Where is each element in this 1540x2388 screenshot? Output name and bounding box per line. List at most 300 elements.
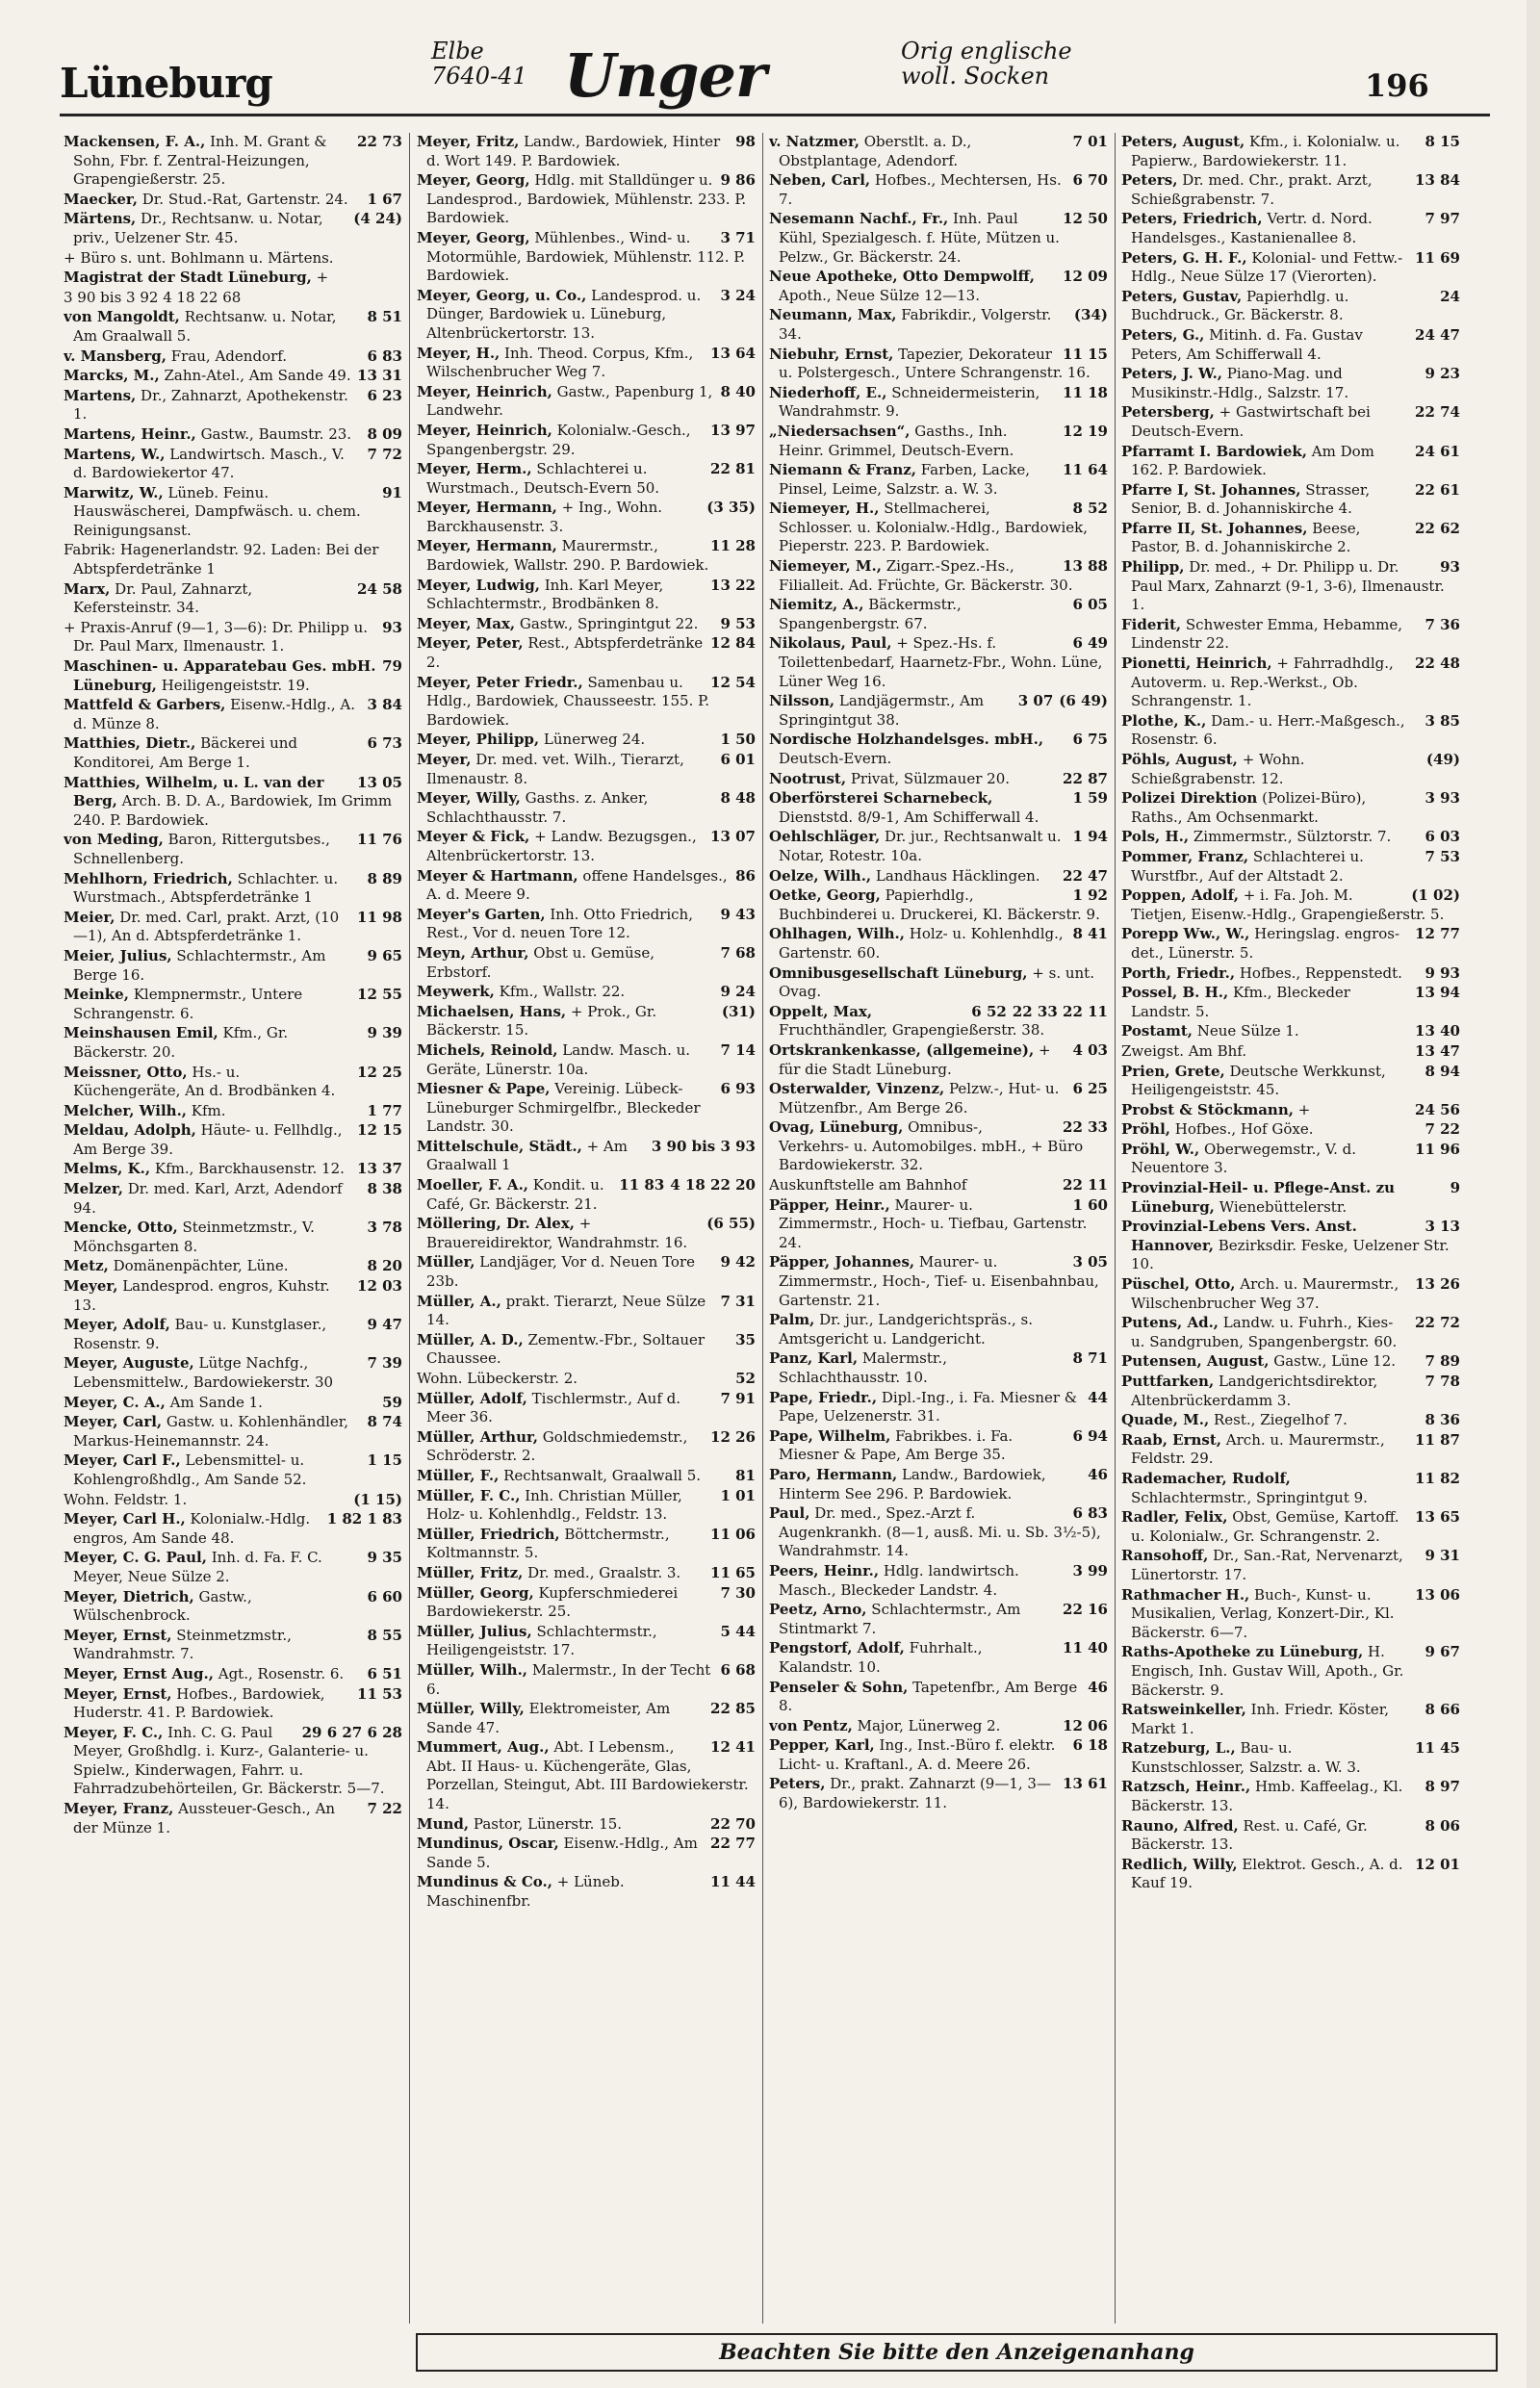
phone-number: 6 49	[1072, 634, 1108, 653]
directory-entry	[769, 500, 1108, 556]
directory-entry	[417, 171, 756, 228]
phone-number: 6 83	[1072, 1504, 1108, 1523]
directory-entry	[417, 1428, 756, 1466]
entry-name: Meyer, Auguste,	[64, 1354, 194, 1373]
phone-number: 4 18 22 20	[670, 1176, 756, 1194]
phone-number: 11 53	[357, 1684, 402, 1703]
directory-entry	[417, 1003, 756, 1040]
header-ad-tagline: Orig englische woll. Socken	[901, 38, 1072, 90]
entry-name: „Niedersachsen“,	[769, 422, 911, 440]
phone-number: 86	[735, 866, 756, 885]
entry-name: Peters, J. W.,	[1121, 365, 1223, 383]
entry-details: Bäckerei und Konditorei, Am Berge 1.	[73, 734, 298, 771]
entry-details: Goldschmiedemstr., Schröderstr. 2.	[426, 1427, 688, 1465]
entry-name: Meyn, Arthur,	[417, 943, 529, 962]
entry-name: Pfarre I, St. Johannes,	[1121, 480, 1301, 499]
entry-details: Bäckermstr., Spangenbergstr. 67.	[779, 596, 962, 632]
entry-name: Meier,	[64, 908, 116, 926]
phone-number: 12 15	[357, 1121, 402, 1140]
entry-name: Niemitz, A.,	[769, 596, 864, 614]
entry-details: Landesprod. engros, Kuhstr. 13.	[73, 1277, 330, 1314]
entry-name: Nootrust,	[769, 769, 847, 787]
entry-details: Kondit. u. Café, Gr. Bäckerstr. 21.	[426, 1176, 604, 1213]
entry-name: Probst & Stöckmann,	[1121, 1100, 1294, 1118]
phone-number: 8 06	[1424, 1816, 1460, 1835]
phone-number: 3 78	[367, 1219, 402, 1237]
entry-details: offene Handelsges., A. d. Meere 9.	[426, 866, 728, 904]
phone-number: 12 41	[710, 1738, 756, 1757]
directory-entry	[1121, 1643, 1460, 1700]
directory-entry	[64, 1627, 402, 1664]
entry-name: Meinke,	[64, 986, 129, 1004]
directory-entry	[417, 1331, 756, 1369]
directory-entry	[64, 619, 402, 656]
entry-name: Meyer & Hartmann,	[417, 866, 578, 885]
entry-details: Lebensmittel- u. Kohlengroßhdlg., Am Sande 52.	[73, 1451, 307, 1488]
phone-number: 1 94	[1072, 828, 1108, 846]
phone-number: 1 60	[1072, 1195, 1108, 1214]
directory-entry	[417, 1738, 756, 1813]
entry-details: Landhaus Häcklingen.	[871, 866, 1040, 885]
entry-details: Bau- u. Kunstschlosser, Salzstr. a. W. 3.	[1131, 1739, 1361, 1776]
phone-number: 11 06	[710, 1525, 756, 1543]
entry-name: v. Mansberg,	[64, 347, 167, 365]
phone-number: 6 25	[1072, 1080, 1108, 1098]
directory-entry	[1121, 1508, 1460, 1546]
entry-details: Landw., Bardowiek, Hinterm See 296. P. Bardowiek.	[779, 1465, 1046, 1502]
entry-details: Häute- u. Fellhdlg., Am Berge 39.	[73, 1121, 343, 1158]
entry-name: Meyer, C. G. Paul,	[64, 1549, 207, 1567]
directory-entry	[769, 1736, 1108, 1774]
entry-name: Meyer, Ludwig,	[417, 576, 540, 594]
directory-entry	[1121, 1411, 1460, 1430]
directory-entry	[64, 191, 402, 210]
phone-number: 12 01	[1415, 1855, 1460, 1873]
entry-name: Meyer, Herm.,	[417, 460, 532, 478]
entry-name: Müller, Willy,	[417, 1700, 525, 1718]
phone-number: 3 13	[1424, 1218, 1460, 1236]
directory-entry	[1121, 1701, 1460, 1738]
entry-details: Piano-Mag. und Musikinstr.-Hdlg., Salzstr. 17.	[1131, 365, 1349, 401]
phone-number: (1 15)	[353, 1490, 402, 1508]
directory-entry	[417, 1661, 756, 1699]
entry-details: Zigarr.-Spez.-Hs., Filialleit. Ad. Früchte, Gr. Bäckerstr. 30.	[779, 557, 1073, 594]
entry-name: Peers, Heinr.,	[769, 1561, 880, 1579]
phone-number: 13 47	[1415, 1041, 1460, 1060]
directory-entry	[1121, 210, 1460, 247]
entry-details: H. Engisch, Inh. Gustav Will, Apoth., Gr. Bäckerstr. 9.	[1131, 1643, 1404, 1699]
phone-number: 11 82	[1415, 1469, 1460, 1487]
entry-details: Apoth., Neue Sülze 12—13.	[779, 286, 980, 304]
entry-name: Petersberg,	[1121, 403, 1215, 422]
entry-name: Müller, Georg,	[417, 1583, 534, 1602]
entry-details: + für die Stadt Lüneburg.	[779, 1040, 1051, 1078]
entry-name: Ovag, Lüneburg,	[769, 1118, 904, 1137]
directory-entry	[64, 1685, 402, 1723]
entry-details: 3 90 bis 3 92 4 18 22 68	[64, 288, 242, 306]
directory-entry	[64, 909, 402, 946]
phone-number: 1 67	[367, 190, 402, 208]
entry-details: Landwirtsch. Masch., V. d. Bardowiekertor 47.	[73, 445, 345, 482]
entry-details: + Praxis-Anruf (9—1, 3—6): Dr. Philipp u. Dr. Paul Marx, Ilmenaustr. 1.	[64, 618, 369, 655]
entry-name: Oberförsterei Scharnebeck,	[769, 789, 993, 808]
entry-details: Deutsche Werkkunst, Heiligengeiststr. 45.	[1131, 1062, 1386, 1099]
entry-details: Eisenw.-Hdlg., Am Sande 5.	[426, 1835, 698, 1871]
entry-details: Mühlenbes., Wind- u. Motormühle, Bardowiek, Mühlenstr. 112. P. Bardowiek.	[426, 228, 746, 285]
directory-entry	[64, 1354, 402, 1392]
page-header	[0, 0, 1540, 130]
entry-details: Gasths. z. Anker, Schlachthausstr. 7.	[426, 789, 649, 826]
entry-details: Lünerweg 24.	[539, 731, 646, 749]
entry-details: Dr. med., Graalstr. 3.	[523, 1563, 681, 1581]
phone-number: 7 72	[367, 445, 402, 463]
entry-name: Paul,	[769, 1504, 810, 1523]
entry-details: Dr. jur., Landgerichtspräs., s. Amtsgericht u. Landgericht.	[779, 1311, 1033, 1348]
directory-entry	[417, 1835, 756, 1872]
entry-name: Marwitz, W.,	[64, 483, 164, 501]
directory-entry	[64, 1510, 402, 1548]
phone-number: 9 93	[1424, 963, 1460, 982]
directory-entry	[1121, 403, 1460, 441]
phone-number: 7 53	[1424, 847, 1460, 865]
directory-entry	[1121, 558, 1460, 615]
entry-details: + i. Fa. Joh. M. Tietjen, Eisenw.-Hdlg., Grapengießerstr. 5.	[1131, 886, 1445, 923]
directory-entry	[769, 867, 1108, 886]
directory-entry	[417, 383, 756, 421]
phone-number: 9 53	[720, 614, 756, 632]
phone-number: 11 65	[710, 1563, 756, 1581]
phone-number: 13 26	[1415, 1275, 1460, 1294]
phone-number: 8 40	[720, 382, 756, 400]
directory-entry	[1121, 1120, 1460, 1140]
directory-entry	[64, 1277, 402, 1315]
entry-details: Rest. u. Café, Gr. Bäckerstr. 13.	[1131, 1816, 1368, 1854]
entry-details: Neue Sülze 1.	[1193, 1022, 1299, 1040]
directory-entry	[417, 634, 756, 672]
entry-details: + Lüneb. Maschinenfbr.	[426, 1873, 625, 1911]
directory-entry	[64, 1024, 402, 1062]
phone-number: 13 22	[710, 576, 756, 594]
entry-name: Müller, Adolf,	[417, 1389, 527, 1407]
directory-entry	[769, 1041, 1108, 1079]
entry-name: Pape, Friedr.,	[769, 1388, 878, 1406]
phone-number: 6 83	[367, 347, 402, 365]
entry-details: Hofbes., Bardowiek, Huderstr. 41. P. Bardowiek.	[73, 1684, 325, 1722]
entry-name: Niemeyer, H.,	[769, 500, 880, 518]
entry-name: Quade, M.,	[1121, 1411, 1210, 1429]
phone-number: 7 30	[720, 1583, 756, 1602]
phone-number: 8 51	[367, 308, 402, 326]
entry-name: Müller, Friedrich,	[417, 1525, 560, 1543]
entry-name: Pengstorf, Adolf,	[769, 1639, 905, 1657]
entry-name: Meyer,	[64, 1277, 118, 1296]
directory-entry	[64, 133, 402, 190]
entry-name: Meyer, Peter Friedr.,	[417, 673, 583, 691]
entry-name: Peters, August,	[1121, 133, 1245, 150]
entry-name: Mundinus, Oscar,	[417, 1835, 559, 1853]
directory-entry	[64, 947, 402, 985]
entry-details: Tischlermstr., Auf d. Meer 36.	[426, 1389, 681, 1426]
phone-number: 6 01	[720, 751, 756, 768]
directory-entry	[417, 1584, 756, 1622]
phone-number: 3 99	[1072, 1561, 1108, 1579]
entry-details: Heringslag. engros-det., Lünerstr. 5.	[1131, 925, 1400, 962]
entry-name: Redlich, Willy,	[1121, 1855, 1238, 1873]
entry-name: Meissner, Otto,	[64, 1063, 188, 1081]
phone-number: 12 50	[1063, 210, 1108, 228]
entry-details: Dienststd. 8/9-1, Am Schifferwall 4.	[779, 808, 1040, 826]
entry-details: Dr. med. Carl, prakt. Arzt, (10—1), An d. Abtspferdetränke 1.	[73, 908, 340, 945]
directory-entry	[1121, 520, 1460, 557]
entry-details: Rechtsanw. u. Notar, Am Graalwall 5.	[73, 308, 337, 345]
entry-name: Niebuhr, Ernst,	[769, 345, 894, 363]
directory-entry	[1121, 1547, 1460, 1584]
phone-number: 22 81	[710, 460, 756, 478]
entry-details: Kolonial- und Fettw.-Hdlg., Neue Sülze 17 (Vierorten).	[1131, 248, 1403, 286]
entry-details: Kfm., Wallstr. 22.	[494, 983, 626, 1001]
directory-entry	[769, 770, 1108, 789]
entry-name: Prien, Grete,	[1121, 1062, 1225, 1080]
entry-name: Meyer, Carl,	[64, 1413, 163, 1431]
directory-entry	[64, 1257, 402, 1276]
entry-name: Meyer, Philipp,	[417, 731, 540, 749]
directory-entry	[64, 1316, 402, 1353]
directory-entry	[64, 269, 402, 288]
entry-name: Martens,	[64, 386, 137, 404]
phone-number: (3 35)	[706, 499, 756, 517]
entry-details: Kolonialw.-Hdlg. engros, Am Sande 48.	[73, 1510, 311, 1547]
phone-number: 9 42	[720, 1253, 756, 1271]
entry-name: Putens, Ad.,	[1121, 1314, 1219, 1332]
directory-entry	[769, 828, 1108, 865]
entry-details: Gastw., Springintgut 22.	[515, 614, 699, 632]
phone-number: 11 40	[1063, 1639, 1108, 1657]
directory-entry	[1121, 1022, 1460, 1041]
phone-number: 9 23	[1424, 365, 1460, 383]
directory-entry	[417, 867, 756, 905]
entry-name: Märtens,	[64, 210, 137, 228]
entry-details: +	[311, 269, 329, 287]
phone-number: 8 94	[1424, 1062, 1460, 1080]
column-divider	[1115, 133, 1116, 2324]
directory-entry	[769, 384, 1108, 422]
entry-name: Moeller, F. A.,	[417, 1176, 529, 1194]
directory-entry	[64, 1121, 402, 1159]
phone-number: 11 96	[1415, 1140, 1460, 1158]
phone-number: (4 24)	[353, 210, 402, 228]
directory-entry	[417, 1370, 756, 1389]
directory-entry	[769, 1466, 1108, 1503]
directory-entry	[769, 1118, 1108, 1175]
entry-details: Hofbes., Mechtersen, Hs. 7.	[779, 171, 1062, 208]
entry-details: Böttchermstr., Koltmannstr. 5.	[426, 1525, 670, 1562]
directory-entry	[1121, 443, 1460, 480]
entry-details: Agt., Rosenstr. 6.	[213, 1664, 345, 1682]
entry-name: Pols, H.,	[1121, 828, 1190, 846]
entry-name: Meyer & Fick,	[417, 828, 530, 846]
entry-name: Peters, Friedrich,	[1121, 210, 1263, 228]
entry-details: Stellmacherei, Schlosser. u. Kolonialw.-Hdlg., Bardowiek, Pieperstr. 223. P. Bardowiek.	[779, 500, 1088, 555]
entry-name: Ohlhagen, Wilh.,	[769, 925, 906, 943]
directory-entry	[417, 731, 756, 750]
directory-entry	[1121, 655, 1460, 711]
entry-name: Meyer, Willy,	[417, 789, 521, 808]
phone-number: 13 97	[710, 421, 756, 439]
entry-name: Meyer, Hermann,	[417, 537, 557, 555]
phone-number: 8 89	[367, 869, 402, 887]
directory-entry	[417, 1700, 756, 1737]
directory-entry	[769, 731, 1108, 768]
directory-entry	[1121, 616, 1460, 654]
entry-details: Pelzw.-, Hut- u. Mützenfbr., Am Berge 26.	[779, 1080, 1060, 1117]
entry-name: Omnibusgesellschaft Lüneburg,	[769, 963, 1028, 982]
entry-details: Inh. d. Fa. F. C. Meyer, Neue Sülze 2.	[73, 1549, 322, 1585]
entry-name: Melms, K.,	[64, 1160, 151, 1178]
entry-name: Päpper, Johannes,	[769, 1253, 915, 1271]
phone-number: (6 49)	[1059, 692, 1108, 710]
entry-details: Papierhdlg., Buchbinderei u. Druckerei, Kl. Bäckerstr. 9.	[779, 886, 1100, 923]
header-rule	[60, 114, 1490, 116]
directory-entry	[64, 657, 402, 695]
entry-details: Dr. Stud.-Rat, Gartenstr. 24.	[137, 190, 348, 208]
entry-details: Major, Lünerweg 2.	[852, 1716, 1001, 1734]
directory-entry	[64, 1102, 402, 1121]
directory-entry	[1121, 171, 1460, 209]
entry-name: Rathmacher H.,	[1121, 1585, 1250, 1604]
entry-details: Schlachterei u. Wurstfbr., Auf der Altstadt 2.	[1131, 847, 1364, 885]
phone-number: 12 25	[357, 1063, 402, 1081]
directory-entry	[417, 229, 756, 286]
directory-entry	[769, 925, 1108, 963]
entry-details: + Landw. Bezugsgen., Altenbrückertorstr. 13.	[426, 828, 697, 864]
directory-entry	[1121, 712, 1460, 750]
entry-details: Zahn-Atel., Am Sande 49.	[159, 367, 351, 385]
directory-entry	[769, 1639, 1108, 1677]
phone-number: 13 05	[357, 773, 402, 791]
phone-number: 22 73	[357, 133, 402, 150]
directory-entry	[417, 460, 756, 498]
entry-details: + Ing., Wohn. Barckhausenstr. 3.	[426, 499, 663, 535]
phone-number: 9 43	[720, 905, 756, 923]
directory-entry	[1121, 984, 1460, 1021]
entry-name: Matthies, Wilhelm, u. L. van der Berg,	[64, 773, 324, 810]
entry-details: Kfm., Bleckeder Landstr. 5.	[1131, 984, 1350, 1020]
phone-number: 7 89	[1424, 1352, 1460, 1371]
entry-details: Zweigst. Am Bhf.	[1121, 1041, 1247, 1060]
entry-name: v. Natzmer,	[769, 133, 860, 150]
phone-number: 13 37	[357, 1160, 402, 1178]
entry-details: Malermstr., Schlachthausstr. 10.	[779, 1349, 947, 1386]
phone-number: 46	[1088, 1465, 1108, 1483]
directory-entry	[64, 347, 402, 367]
entry-name: Puttfarken,	[1121, 1373, 1215, 1390]
phone-number: 1 01	[720, 1486, 756, 1504]
entry-name: Meyer, H.,	[417, 344, 500, 362]
entry-details: Domänenpächter, Lüne.	[108, 1257, 289, 1275]
entry-name: Meyer, Ernst,	[64, 1684, 172, 1703]
entry-details: Steinmetzmstr., Wandrahmstr. 7.	[73, 1626, 292, 1663]
phone-number: 22 48	[1415, 655, 1460, 673]
phone-number: 7 14	[720, 1040, 756, 1059]
entry-details: Fabrikbes. i. Fa. Miesner & Pape, Am Berge 35.	[779, 1426, 1014, 1464]
phone-number: 22 85	[710, 1700, 756, 1718]
phone-number: 8 48	[720, 789, 756, 808]
entry-name: Rademacher, Rudolf,	[1121, 1469, 1291, 1487]
directory-entry	[769, 1504, 1108, 1561]
entry-name: Radler, Felix,	[1121, 1508, 1228, 1527]
directory-entry	[769, 1196, 1108, 1253]
header-ad-brand: Unger	[564, 40, 766, 111]
phone-number: 59	[382, 1393, 402, 1411]
phone-number: 1 50	[720, 731, 756, 749]
entry-details: Baron, Rittergutsbes., Schnellenberg.	[73, 831, 330, 867]
entry-name: Peetz, Arno,	[769, 1601, 867, 1619]
directory-entry	[64, 1491, 402, 1510]
entry-details: Rest., Abtspferdetränke 2.	[426, 634, 704, 672]
entry-details: Dr., San.-Rat, Nervenarzt, Lünertorstr. 17.	[1131, 1547, 1403, 1583]
entry-name: Oetke, Georg,	[769, 886, 881, 905]
phone-number: 29 6 27 6 28	[301, 1723, 402, 1741]
phone-number: 12 26	[710, 1427, 756, 1446]
entry-details: Fuhrhalt., Kalandstr. 10.	[779, 1639, 983, 1676]
phone-number: 11 83	[619, 1176, 665, 1194]
entry-name: Müller, F.,	[417, 1466, 500, 1484]
entry-name: Müller, Arthur,	[417, 1427, 539, 1446]
entry-details: Oberstlt. a. D., Obstplantage, Adendorf.	[779, 133, 972, 169]
phone-number: 13 40	[1415, 1022, 1460, 1040]
entry-details: Auskunftstelle am Bahnhof	[769, 1176, 967, 1194]
directory-entry	[64, 1219, 402, 1256]
phone-number: 3 05	[1072, 1253, 1108, 1271]
entry-name: Peters,	[1121, 171, 1178, 190]
entry-details: Landw. u. Fuhrh., Kies- u. Sandgruben, Spangenbergstr. 60.	[1131, 1314, 1398, 1350]
directory-entry	[769, 634, 1108, 691]
directory-entry	[417, 983, 756, 1002]
directory-entry	[64, 541, 402, 578]
phone-number: 11 64	[1063, 461, 1108, 479]
phone-number: 22 70	[710, 1814, 756, 1833]
directory-entry	[417, 1873, 756, 1911]
directory-entry	[417, 674, 756, 731]
entry-name: Neumann, Max,	[769, 306, 897, 324]
entry-details: Kfm.	[187, 1101, 226, 1119]
entry-name: von Mangoldt,	[64, 308, 180, 326]
phone-number: 9 24	[720, 983, 756, 1001]
entry-details: Vereinig. Lübeck-Lüneburger Schmirgelfbr., Bleckeder Landstr. 30.	[426, 1080, 701, 1136]
entry-details: Schwester Emma, Hebamme, Lindenstr 22.	[1131, 615, 1402, 653]
entry-details: Omnibus-, Verkehrs- u. Automobilges. mbH., + Büro Bardowiekerstr. 32.	[779, 1118, 1084, 1174]
entry-details: Dr., prakt. Zahnarzt (9—1, 3—6), Bardowiekerstr. 11.	[779, 1775, 1051, 1812]
directory-entry	[417, 789, 756, 827]
directory-entry	[64, 484, 402, 541]
phone-number: 8 55	[367, 1626, 402, 1644]
entry-name: Nikolaus, Paul,	[769, 634, 892, 653]
entry-name: Müller, Fritz,	[417, 1563, 524, 1581]
entry-details: + Büro s. unt. Bohlmann u. Märtens.	[64, 248, 334, 267]
entry-name: Pionetti, Heinrich,	[1121, 655, 1272, 673]
entry-details: Obst u. Gemüse, Erbstorf.	[426, 943, 654, 981]
phone-number: 7 36	[1424, 615, 1460, 633]
entry-details: Fabrik: Hagenerlandstr. 92. Laden: Bei der Abtspferdetränke 1	[64, 541, 379, 578]
directory-entry	[64, 210, 402, 247]
directory-entry	[769, 1253, 1108, 1310]
entry-details: Abt. I Lebensm., Abt. II Haus- u. Küchengeräte, Glas, Porzellan, Steingut, Abt. III Bardowiekerstr. 14.	[426, 1738, 749, 1813]
phone-number: 7 78	[1424, 1373, 1460, 1390]
phone-number: 13 94	[1415, 984, 1460, 1002]
phone-number: 8 38	[367, 1180, 402, 1198]
entry-details: Hdlg. mit Stalldünger u. Landesprod., Bardowiek, Mühlenstr. 233. P. Bardowiek.	[426, 171, 747, 227]
entry-details: Obst, Gemüse, Kartoff. u. Kolonialw., Gr. Schrangenstr. 2.	[1131, 1508, 1399, 1545]
